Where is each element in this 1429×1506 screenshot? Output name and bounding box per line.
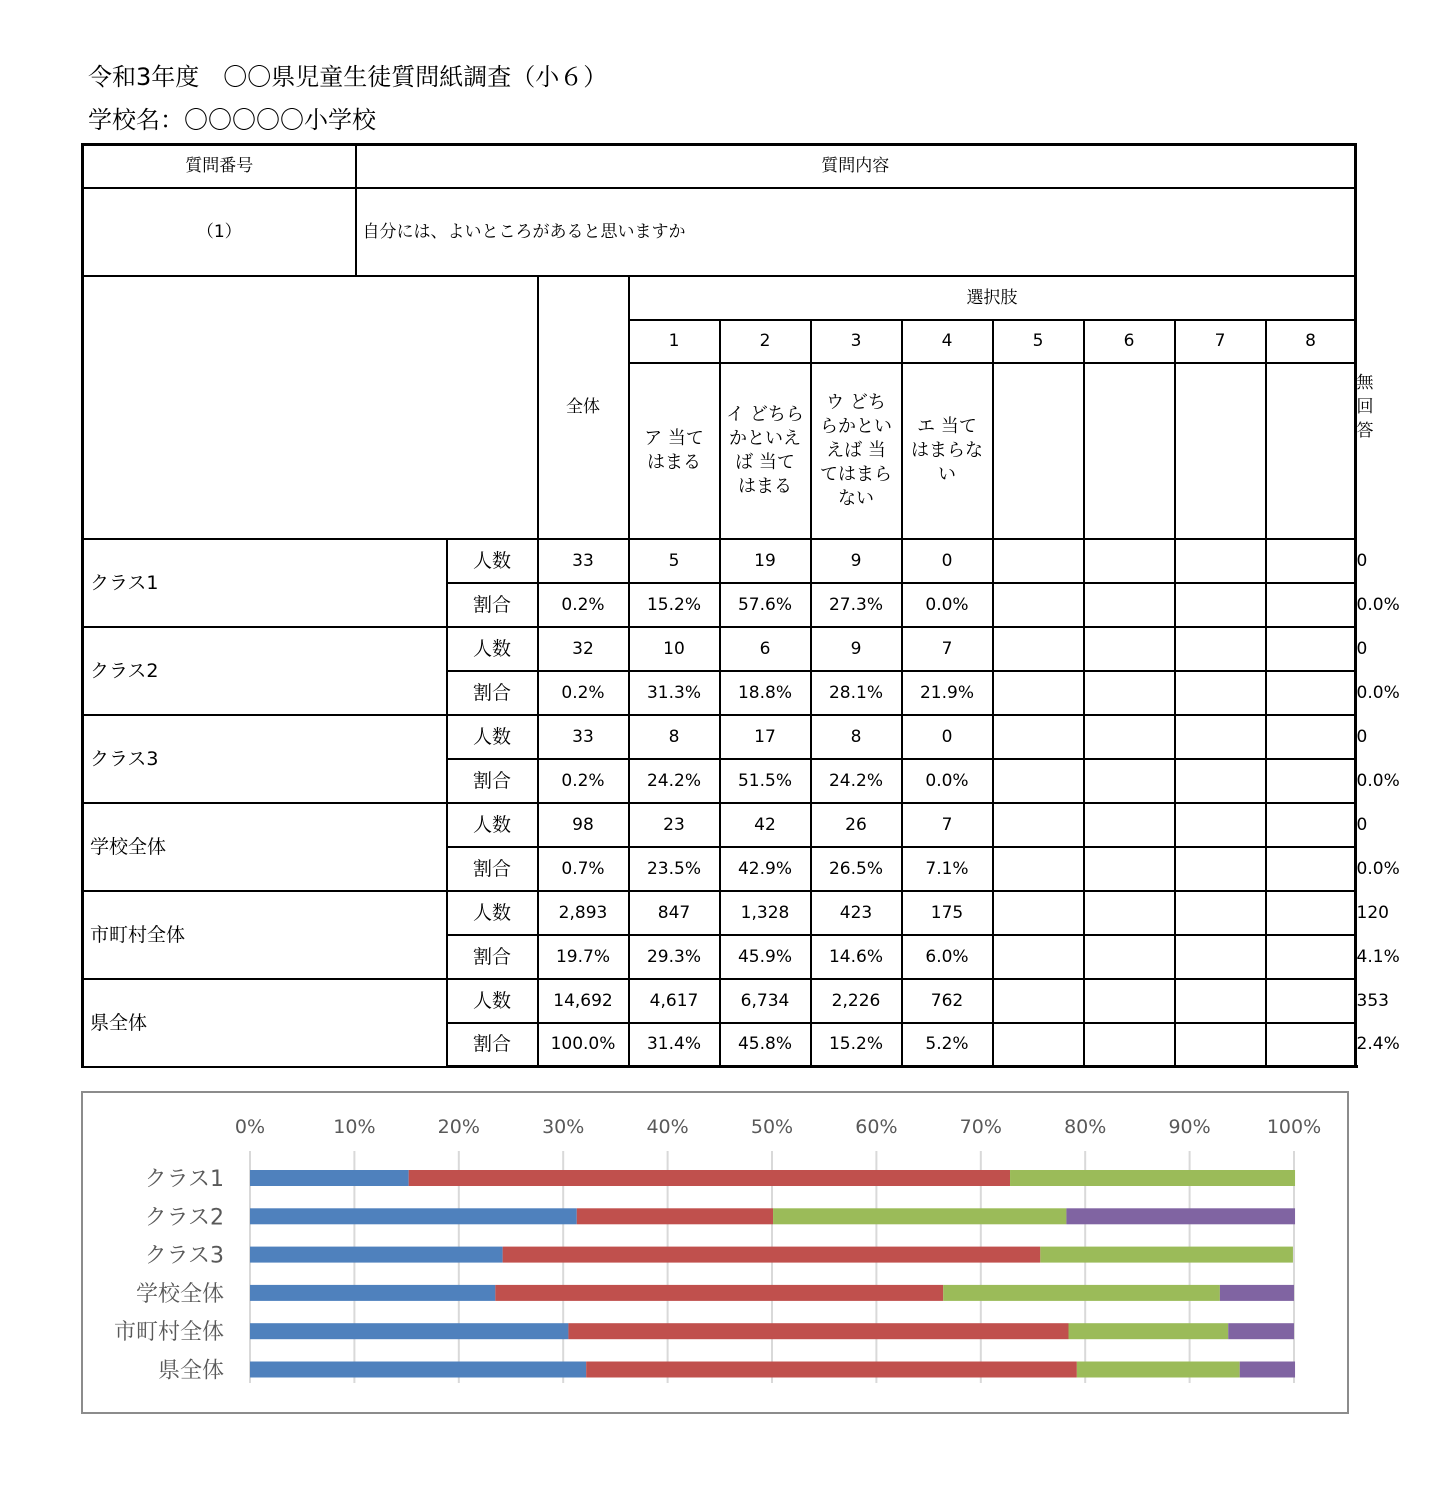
table-cell bbox=[1084, 979, 1175, 1023]
choice-label-6 bbox=[1084, 363, 1175, 539]
ratio-label: 割合 bbox=[447, 1023, 538, 1067]
table-cell: 9 bbox=[811, 539, 902, 583]
table-cell bbox=[1266, 627, 1356, 671]
table-cell bbox=[1084, 539, 1175, 583]
choice-number-3: 3 bbox=[811, 320, 902, 363]
table-cell: 2,893 bbox=[538, 891, 629, 935]
table-cell: 28.1% bbox=[811, 671, 902, 715]
bar-segment-1 bbox=[250, 1362, 586, 1378]
question-text: 自分には、よいところがあると思いますか bbox=[356, 188, 1356, 276]
table-cell: 32 bbox=[538, 627, 629, 671]
bar-segment-4 bbox=[1228, 1323, 1294, 1339]
table-cell: 19 bbox=[720, 539, 811, 583]
group-name: 県全体 bbox=[83, 979, 447, 1067]
choice-number-2: 2 bbox=[720, 320, 811, 363]
choice-label-4: エ 当て はまらな い bbox=[902, 363, 993, 539]
table-cell: 24.2% bbox=[629, 759, 720, 803]
table-cell bbox=[1266, 715, 1356, 759]
table-cell: 100.0% bbox=[538, 1023, 629, 1067]
table-cell bbox=[1084, 847, 1175, 891]
table-cell: 0 bbox=[902, 715, 993, 759]
table-cell: 29.3% bbox=[629, 935, 720, 979]
x-tick-label: 10% bbox=[333, 1116, 376, 1138]
total-header: 全体 bbox=[538, 276, 629, 539]
bar-segment-4 bbox=[1220, 1285, 1294, 1301]
table-cell bbox=[993, 891, 1084, 935]
table-cell: 0.2% bbox=[538, 671, 629, 715]
bar-segment-2 bbox=[586, 1362, 1077, 1378]
table-cell bbox=[993, 671, 1084, 715]
choice-label-1: ア 当て はまる bbox=[629, 363, 720, 539]
table-cell bbox=[1266, 759, 1356, 803]
table-cell: 7 bbox=[902, 803, 993, 847]
table-cell bbox=[1175, 803, 1266, 847]
table-cell: 8 bbox=[811, 715, 902, 759]
bar-segment-3 bbox=[1068, 1323, 1228, 1339]
bar-segment-1 bbox=[250, 1170, 409, 1186]
table-cell: 98 bbox=[538, 803, 629, 847]
x-tick-label: 90% bbox=[1168, 1116, 1211, 1138]
table-cell bbox=[1175, 671, 1266, 715]
group-name: クラス2 bbox=[83, 627, 447, 715]
question-number-header: 質問番号 bbox=[83, 145, 356, 188]
table-cell: 6,734 bbox=[720, 979, 811, 1023]
ratio-label: 割合 bbox=[447, 935, 538, 979]
choice-label-8 bbox=[1266, 363, 1356, 539]
choice-number-5: 5 bbox=[993, 320, 1084, 363]
x-tick-label: 40% bbox=[646, 1116, 689, 1138]
table-row: 割合 19.7% 29.3% 45.9% 14.6% 6.0% 4.1% bbox=[83, 935, 1356, 979]
group-name: クラス1 bbox=[83, 539, 447, 627]
table-cell bbox=[1266, 539, 1356, 583]
table-cell: 0.0% bbox=[902, 759, 993, 803]
table-cell: 0.0% bbox=[902, 583, 993, 627]
table-cell bbox=[1175, 759, 1266, 803]
table-cell bbox=[1266, 803, 1356, 847]
table-cell: 19.7% bbox=[538, 935, 629, 979]
bar-segment-3 bbox=[1040, 1247, 1293, 1263]
table-cell: 26.5% bbox=[811, 847, 902, 891]
x-tick-label: 60% bbox=[855, 1116, 898, 1138]
table-cell bbox=[993, 979, 1084, 1023]
table-cell: 6 bbox=[720, 627, 811, 671]
table-row: 割合 0.2% 15.2% 57.6% 27.3% 0.0% 0.0% bbox=[83, 583, 1356, 627]
table-cell: 0.2% bbox=[538, 583, 629, 627]
table-row: 割合 0.2% 31.3% 18.8% 28.1% 21.9% 0.0% bbox=[83, 671, 1356, 715]
table-cell: 10 bbox=[629, 627, 720, 671]
table-row: クラス3 人数 33 8 17 8 0 0 bbox=[83, 715, 1356, 759]
count-label: 人数 bbox=[447, 803, 538, 847]
table-cell: 24.2% bbox=[811, 759, 902, 803]
choice-number-8: 8 bbox=[1266, 320, 1356, 363]
bar-segment-3 bbox=[943, 1285, 1220, 1301]
table-cell: 23 bbox=[629, 803, 720, 847]
bar-segment-4 bbox=[1066, 1208, 1295, 1224]
school-name: 学校名：〇〇〇〇〇小学校 bbox=[88, 106, 376, 134]
table-cell: 33 bbox=[538, 539, 629, 583]
table-cell: 17 bbox=[720, 715, 811, 759]
category-label: クラス2 bbox=[144, 1205, 224, 1231]
table-cell bbox=[1175, 891, 1266, 935]
group-name: 市町村全体 bbox=[83, 891, 447, 979]
ratio-label: 割合 bbox=[447, 759, 538, 803]
choice-label-3: ウ どち らかとい えば 当 てはまら ない bbox=[811, 363, 902, 539]
table-cell: 15.2% bbox=[629, 583, 720, 627]
table-cell: 42.9% bbox=[720, 847, 811, 891]
table-cell bbox=[1084, 715, 1175, 759]
table-cell bbox=[1266, 1023, 1356, 1067]
bar-segment-1 bbox=[250, 1323, 568, 1339]
category-label: 県全体 bbox=[157, 1358, 224, 1384]
bar-segment-3 bbox=[773, 1208, 1066, 1224]
table-cell: 15.2% bbox=[811, 1023, 902, 1067]
table-cell: 2,226 bbox=[811, 979, 902, 1023]
table-row: 学校全体 人数 98 23 42 26 7 0 bbox=[83, 803, 1356, 847]
blank-header-cell bbox=[83, 276, 538, 539]
count-label: 人数 bbox=[447, 539, 538, 583]
table-row: 県全体 人数 14,692 4,617 6,734 2,226 762 353 bbox=[83, 979, 1356, 1023]
table-cell: 27.3% bbox=[811, 583, 902, 627]
category-label: 学校全体 bbox=[135, 1281, 224, 1307]
table-cell: 847 bbox=[629, 891, 720, 935]
table-row: 割合 100.0% 31.4% 45.8% 15.2% 5.2% 2.4% bbox=[83, 1023, 1356, 1067]
table-cell: 26 bbox=[811, 803, 902, 847]
table-cell bbox=[1175, 1023, 1266, 1067]
bar-segment-4 bbox=[1240, 1362, 1295, 1378]
category-label: 市町村全体 bbox=[113, 1320, 224, 1346]
count-label: 人数 bbox=[447, 891, 538, 935]
table-cell: 0.2% bbox=[538, 759, 629, 803]
count-label: 人数 bbox=[447, 627, 538, 671]
table-cell: 8 bbox=[629, 715, 720, 759]
bar-segment-1 bbox=[250, 1285, 495, 1301]
table-cell: 14,692 bbox=[538, 979, 629, 1023]
table-cell bbox=[1266, 847, 1356, 891]
category-label: クラス3 bbox=[144, 1243, 224, 1269]
ratio-label: 割合 bbox=[447, 671, 538, 715]
table-cell: 0.7% bbox=[538, 847, 629, 891]
survey-title: 令和3年度 〇〇県児童生徒質問紙調査（小６） bbox=[88, 63, 608, 91]
choice-label-5 bbox=[993, 363, 1084, 539]
bar-segment-2 bbox=[503, 1247, 1041, 1263]
bar-segment-2 bbox=[577, 1208, 773, 1224]
choice-number-1: 1 bbox=[629, 320, 720, 363]
table-cell bbox=[1266, 671, 1356, 715]
table-row: クラス2 人数 32 10 6 9 7 0 bbox=[83, 627, 1356, 671]
table-cell bbox=[1175, 715, 1266, 759]
table-cell: 51.5% bbox=[720, 759, 811, 803]
table-cell bbox=[1266, 935, 1356, 979]
table-cell bbox=[1175, 539, 1266, 583]
table-cell bbox=[993, 847, 1084, 891]
table-cell bbox=[993, 1023, 1084, 1067]
bar-segment-2 bbox=[568, 1323, 1068, 1339]
table-cell bbox=[993, 935, 1084, 979]
table-cell: 1,328 bbox=[720, 891, 811, 935]
choice-label-7 bbox=[1175, 363, 1266, 539]
table-cell bbox=[1175, 935, 1266, 979]
ratio-label: 割合 bbox=[447, 847, 538, 891]
x-tick-label: 50% bbox=[750, 1116, 794, 1138]
table-cell: 33 bbox=[538, 715, 629, 759]
table-cell bbox=[1084, 1023, 1175, 1067]
table-cell bbox=[993, 627, 1084, 671]
bar-segment-3 bbox=[1077, 1362, 1240, 1378]
table-cell bbox=[1084, 803, 1175, 847]
table-row: 割合 0.2% 24.2% 51.5% 24.2% 0.0% 0.0% bbox=[83, 759, 1356, 803]
table-cell: 7 bbox=[902, 627, 993, 671]
bar-segment-2 bbox=[409, 1170, 1010, 1186]
table-cell: 57.6% bbox=[720, 583, 811, 627]
table-cell: 423 bbox=[811, 891, 902, 935]
x-tick-label: 100% bbox=[1266, 1116, 1322, 1138]
choice-label-2: イ どちら かといえ ば 当て はまる bbox=[720, 363, 811, 539]
table-cell: 5 bbox=[629, 539, 720, 583]
table-cell bbox=[1175, 627, 1266, 671]
table-cell bbox=[1084, 759, 1175, 803]
x-tick-label: 0% bbox=[234, 1116, 266, 1138]
table-cell bbox=[1084, 891, 1175, 935]
table-cell: 42 bbox=[720, 803, 811, 847]
group-name: クラス3 bbox=[83, 715, 447, 803]
table-cell: 0 bbox=[902, 539, 993, 583]
table-cell bbox=[1175, 847, 1266, 891]
x-tick-label: 70% bbox=[959, 1116, 1002, 1138]
category-label: クラス1 bbox=[144, 1167, 224, 1192]
table-cell bbox=[993, 715, 1084, 759]
choice-number-7: 7 bbox=[1175, 320, 1266, 363]
table-cell bbox=[993, 539, 1084, 583]
table-cell: 175 bbox=[902, 891, 993, 935]
stacked-bar-chart bbox=[81, 1091, 1349, 1414]
table-cell bbox=[1266, 583, 1356, 627]
x-tick-label: 20% bbox=[437, 1116, 480, 1138]
table-cell: 5.2% bbox=[902, 1023, 993, 1067]
bar-segment-3 bbox=[1010, 1170, 1295, 1186]
table-cell: 762 bbox=[902, 979, 993, 1023]
table-row: クラス1 人数 33 5 19 9 0 0 bbox=[83, 539, 1356, 583]
table-cell bbox=[1266, 979, 1356, 1023]
table-row: 割合 0.7% 23.5% 42.9% 26.5% 7.1% 0.0% bbox=[83, 847, 1356, 891]
table-cell: 4,617 bbox=[629, 979, 720, 1023]
results-table: 質問番号 質問内容 （1） 自分には、よいところがあると思いますか 全体 選択肢 無回答 1 2 3 4 5 6 7 8 ア 当て はまる イ どちら かといえ ば 当て はまる ウ どち らかとい えば 当 てはまら ない エ 当て はまらな い クラス1 人数 33 5 19 9 0 0 割合 0.2% 15.2% 57.6% 27.3% 0.0% 0.0% クラス2 人数 32 10 6 9 7 0 割合 0.2% 31.3% 18.8% 28.1% 21.9% 0.0% クラス3 人数 33 8 17 8 0 0 割合 0.2% 24.2% 51.5% 24.2% 0.0% 0.0% 学校全体 人数 98 23 42 26 7 0 割合 0.7% 23.5% 42.9% 26.5% 7.1% 0.0% 市町村全体 人数 2,893 847 1,328 423 175 120 割合 19.7% 29.3% 45.9% 14.6% 6.0% 4.1% 県全体 人数 14,692 4,617 6,734 2,226 762 353 割合 100.0% 31.4% 45.8% 15.2% 5.2% 2.4% bbox=[81, 143, 1357, 1068]
table-cell: 21.9% bbox=[902, 671, 993, 715]
table-cell bbox=[1175, 583, 1266, 627]
table-cell bbox=[1266, 891, 1356, 935]
x-tick-label: 30% bbox=[542, 1116, 585, 1138]
table-cell: 14.6% bbox=[811, 935, 902, 979]
table-cell: 9 bbox=[811, 627, 902, 671]
choice-number-4: 4 bbox=[902, 320, 993, 363]
table-cell bbox=[1084, 627, 1175, 671]
table-cell bbox=[1084, 935, 1175, 979]
table-cell: 31.3% bbox=[629, 671, 720, 715]
question-content-header: 質問内容 bbox=[356, 145, 1356, 188]
table-cell: 6.0% bbox=[902, 935, 993, 979]
table-cell: 23.5% bbox=[629, 847, 720, 891]
table-cell: 45.8% bbox=[720, 1023, 811, 1067]
table-cell bbox=[1084, 583, 1175, 627]
table-cell: 31.4% bbox=[629, 1023, 720, 1067]
x-tick-label: 80% bbox=[1064, 1116, 1107, 1138]
table-cell: 18.8% bbox=[720, 671, 811, 715]
table-cell bbox=[993, 583, 1084, 627]
count-label: 人数 bbox=[447, 979, 538, 1023]
bar-segment-2 bbox=[495, 1285, 943, 1301]
table-cell: 45.9% bbox=[720, 935, 811, 979]
bar-segment-1 bbox=[250, 1247, 503, 1263]
table-cell bbox=[1084, 671, 1175, 715]
count-label: 人数 bbox=[447, 715, 538, 759]
choice-number-6: 6 bbox=[1084, 320, 1175, 363]
choices-header: 選択肢 bbox=[629, 276, 1356, 320]
bar-segment-1 bbox=[250, 1208, 577, 1224]
table-cell bbox=[993, 803, 1084, 847]
table-cell: 7.1% bbox=[902, 847, 993, 891]
table-cell bbox=[993, 759, 1084, 803]
table-cell bbox=[1175, 979, 1266, 1023]
chart-canvas bbox=[83, 1093, 1347, 1412]
ratio-label: 割合 bbox=[447, 583, 538, 627]
group-name: 学校全体 bbox=[83, 803, 447, 891]
question-number: （1） bbox=[83, 188, 356, 276]
table-row: 市町村全体 人数 2,893 847 1,328 423 175 120 bbox=[83, 891, 1356, 935]
